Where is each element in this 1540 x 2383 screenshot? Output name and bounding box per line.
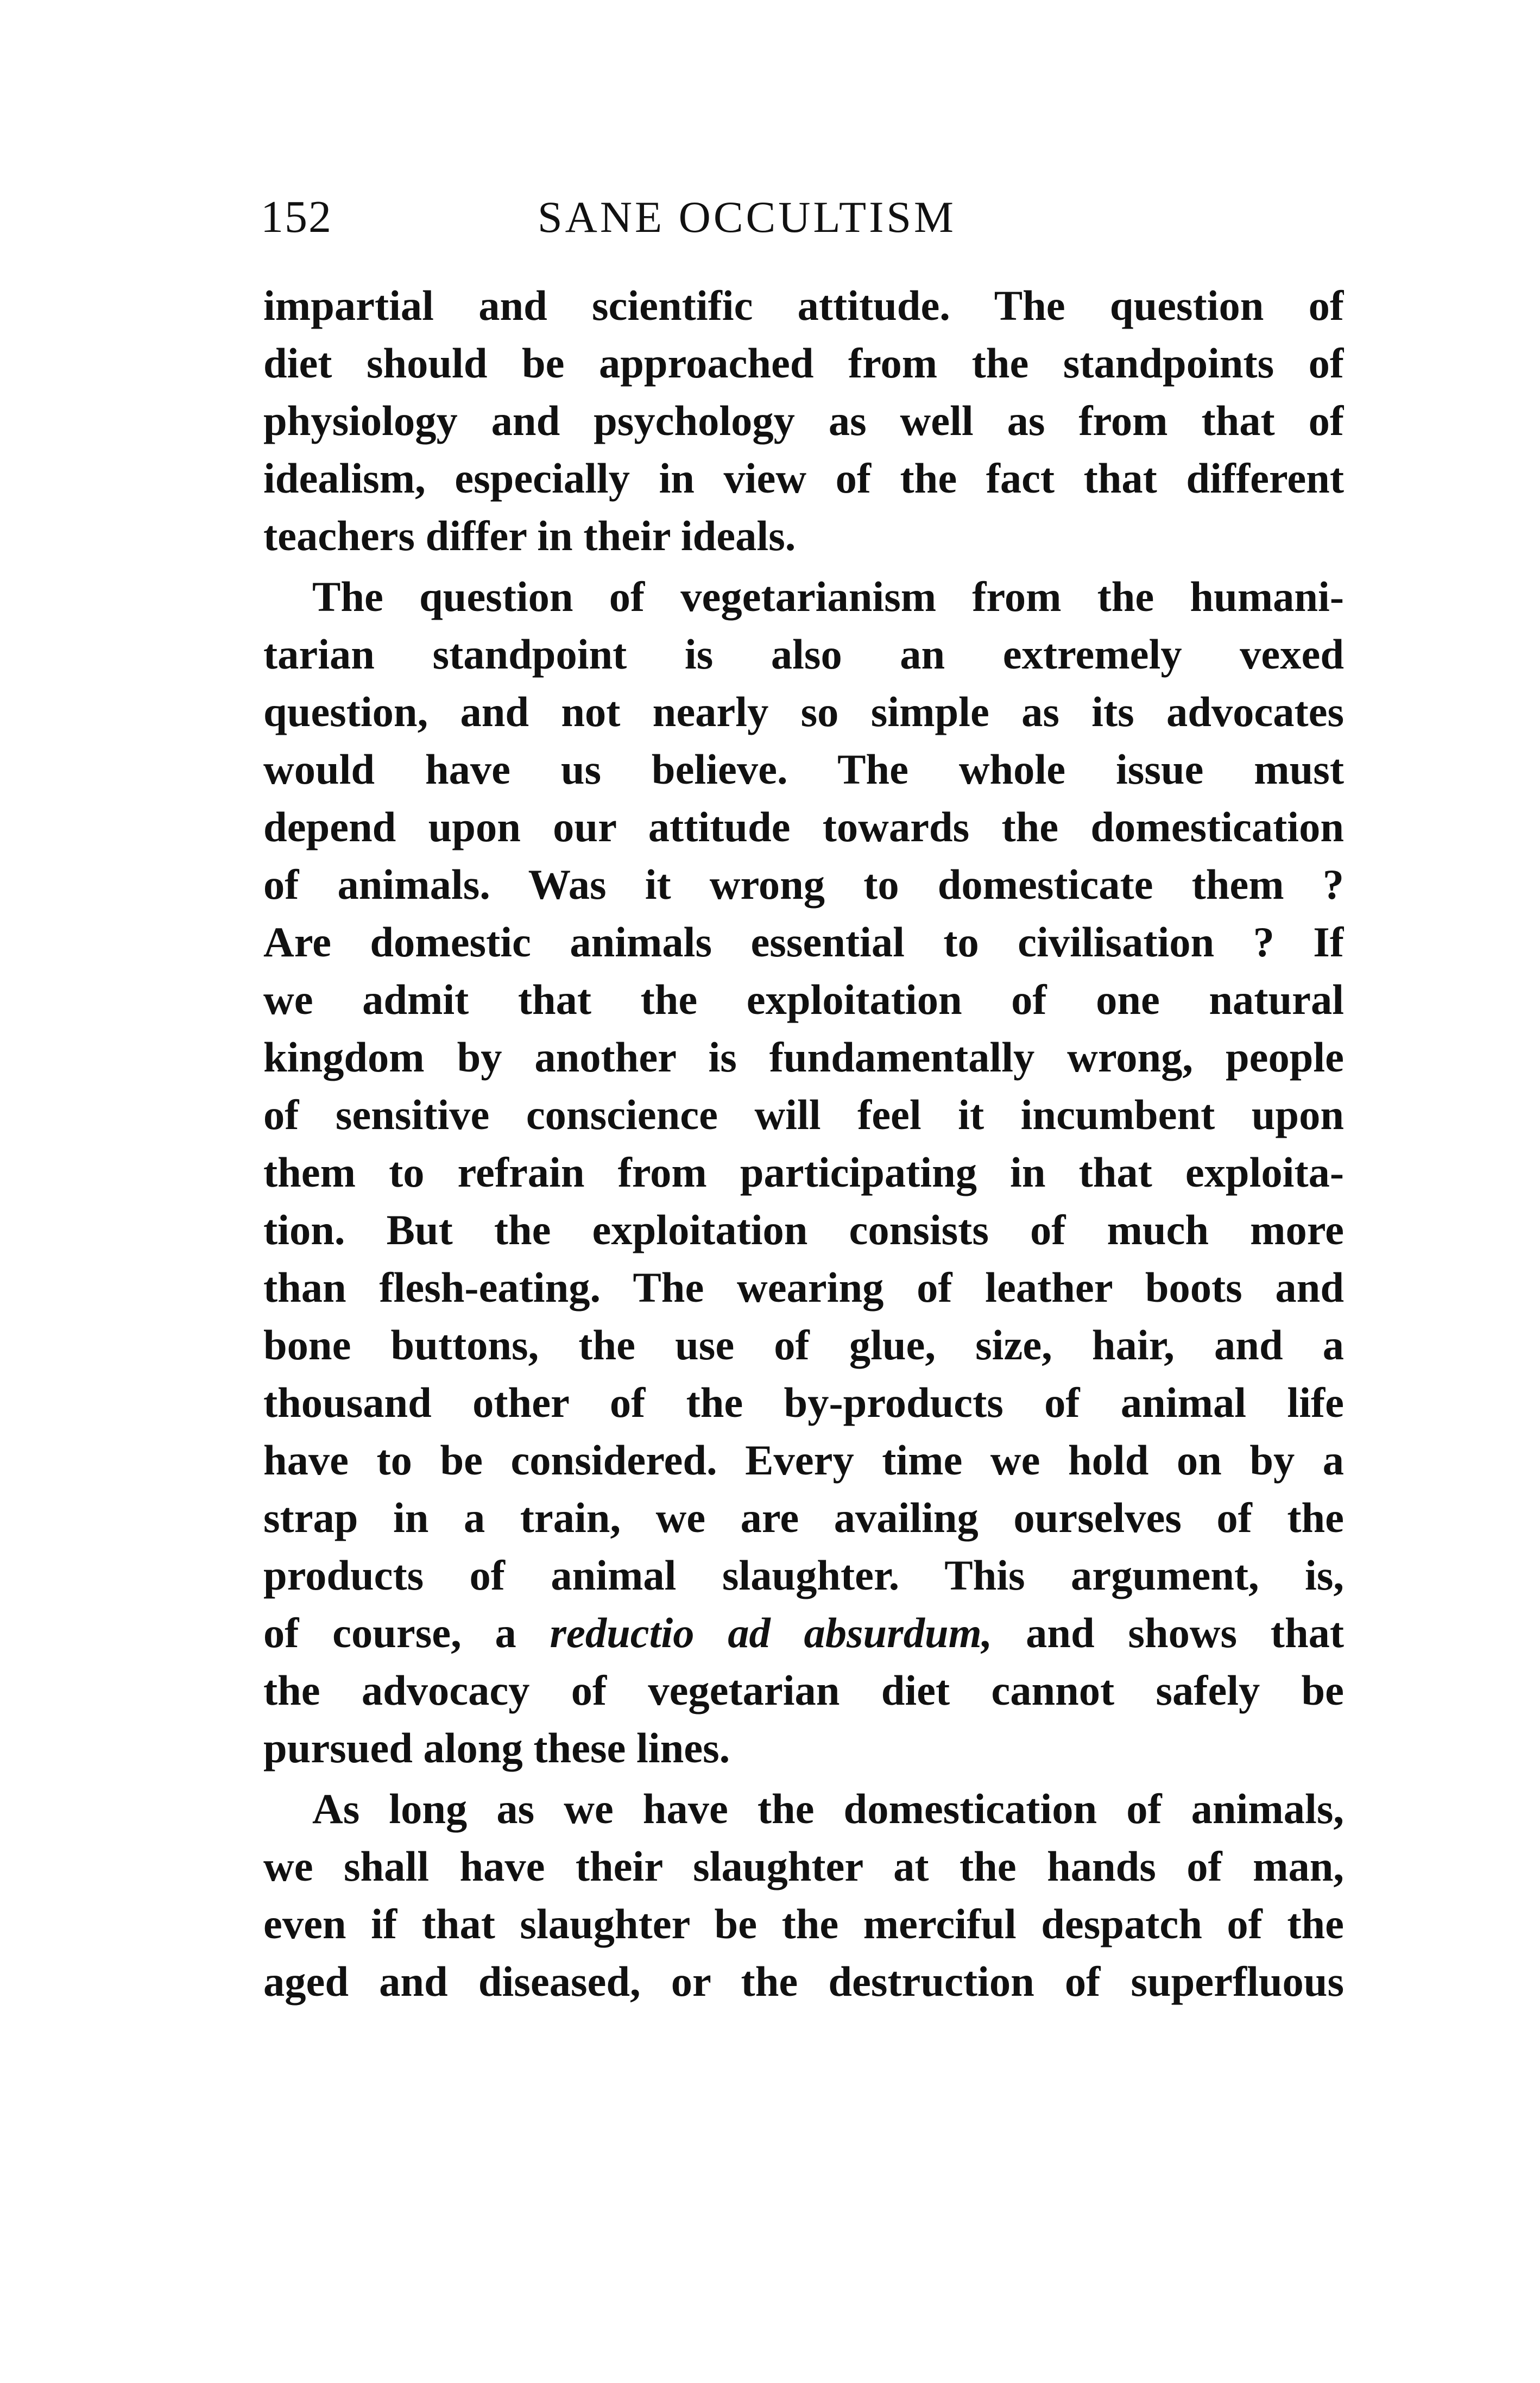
text-line: tarian standpoint is also an extremely vexed (263, 631, 1344, 678)
text-line: even if that slaughter be the merciful despatch of the (263, 1900, 1344, 1947)
page-number: 152 (261, 192, 332, 242)
text-line: have to be considered. Every time we hold on by a (263, 1436, 1344, 1484)
text-line: impartial and scientific attitude. The question of (263, 282, 1344, 329)
line-text: and shows that (992, 1609, 1344, 1656)
running-head (261, 185, 1347, 250)
text-line: pursued along these lines. (263, 1724, 730, 1772)
italic-phrase: reductio ad absurdum, (550, 1609, 993, 1656)
text-line: them to refrain from participating in that exploita- (263, 1149, 1344, 1196)
text-line: strap in a train, we are availing ourselves of the (263, 1494, 1344, 1541)
text-line: diet should be approached from the standpoints of (263, 339, 1344, 387)
text-line: than flesh-eating. The wearing of leather boots and (263, 1264, 1344, 1311)
text-line: thousand other of the by-products of animal life (263, 1379, 1344, 1426)
text-line: aged and diseased, or the destruction of superfluous (263, 1958, 1344, 2005)
text-line: depend upon our attitude towards the domestication (263, 803, 1344, 850)
text-line: the advocacy of vegetarian diet cannot safely be (263, 1667, 1344, 1714)
line-text: of course, a (263, 1609, 550, 1656)
running-title: SANE OCCULTISM (538, 192, 956, 242)
text-line: we admit that the exploitation of one natural (263, 976, 1344, 1023)
body-text (263, 277, 1344, 2010)
text-line: we shall have their slaughter at the hands of man, (263, 1843, 1344, 1890)
text-line-with-italic (263, 1604, 1344, 1662)
text-line: The question of vegetarianism from the humani- (312, 573, 1344, 620)
text-line: of animals. Was it wrong to domesticate them ? (263, 861, 1344, 908)
text-line: bone buttons, the use of glue, size, hair, and a (263, 1321, 1344, 1369)
paragraph-1 (263, 277, 1344, 565)
text-line: question, and not nearly so simple as its advocates (263, 688, 1344, 735)
text-line: tion. But the exploitation consists of much more (263, 1206, 1344, 1253)
text-line: of sensitive conscience will feel it incumbent upon (263, 1091, 1344, 1138)
text-line: As long as we have the domestication of animals, (312, 1785, 1344, 1832)
text-line: idealism, especially in view of the fact that different (263, 455, 1344, 502)
paragraph-3 (263, 1780, 1344, 2010)
text-line: physiology and psychology as well as from that of (263, 397, 1344, 444)
text-line: teachers differ in their ideals. (263, 512, 796, 559)
text-line: products of animal slaughter. This argument, is, (263, 1552, 1344, 1599)
text-line: Are domestic animals essential to civilisation ? If (263, 918, 1344, 966)
text-line: would have us believe. The whole issue must (263, 746, 1344, 793)
paragraph-2 (263, 568, 1344, 1777)
text-line: kingdom by another is fundamentally wrong, people (263, 1033, 1344, 1081)
